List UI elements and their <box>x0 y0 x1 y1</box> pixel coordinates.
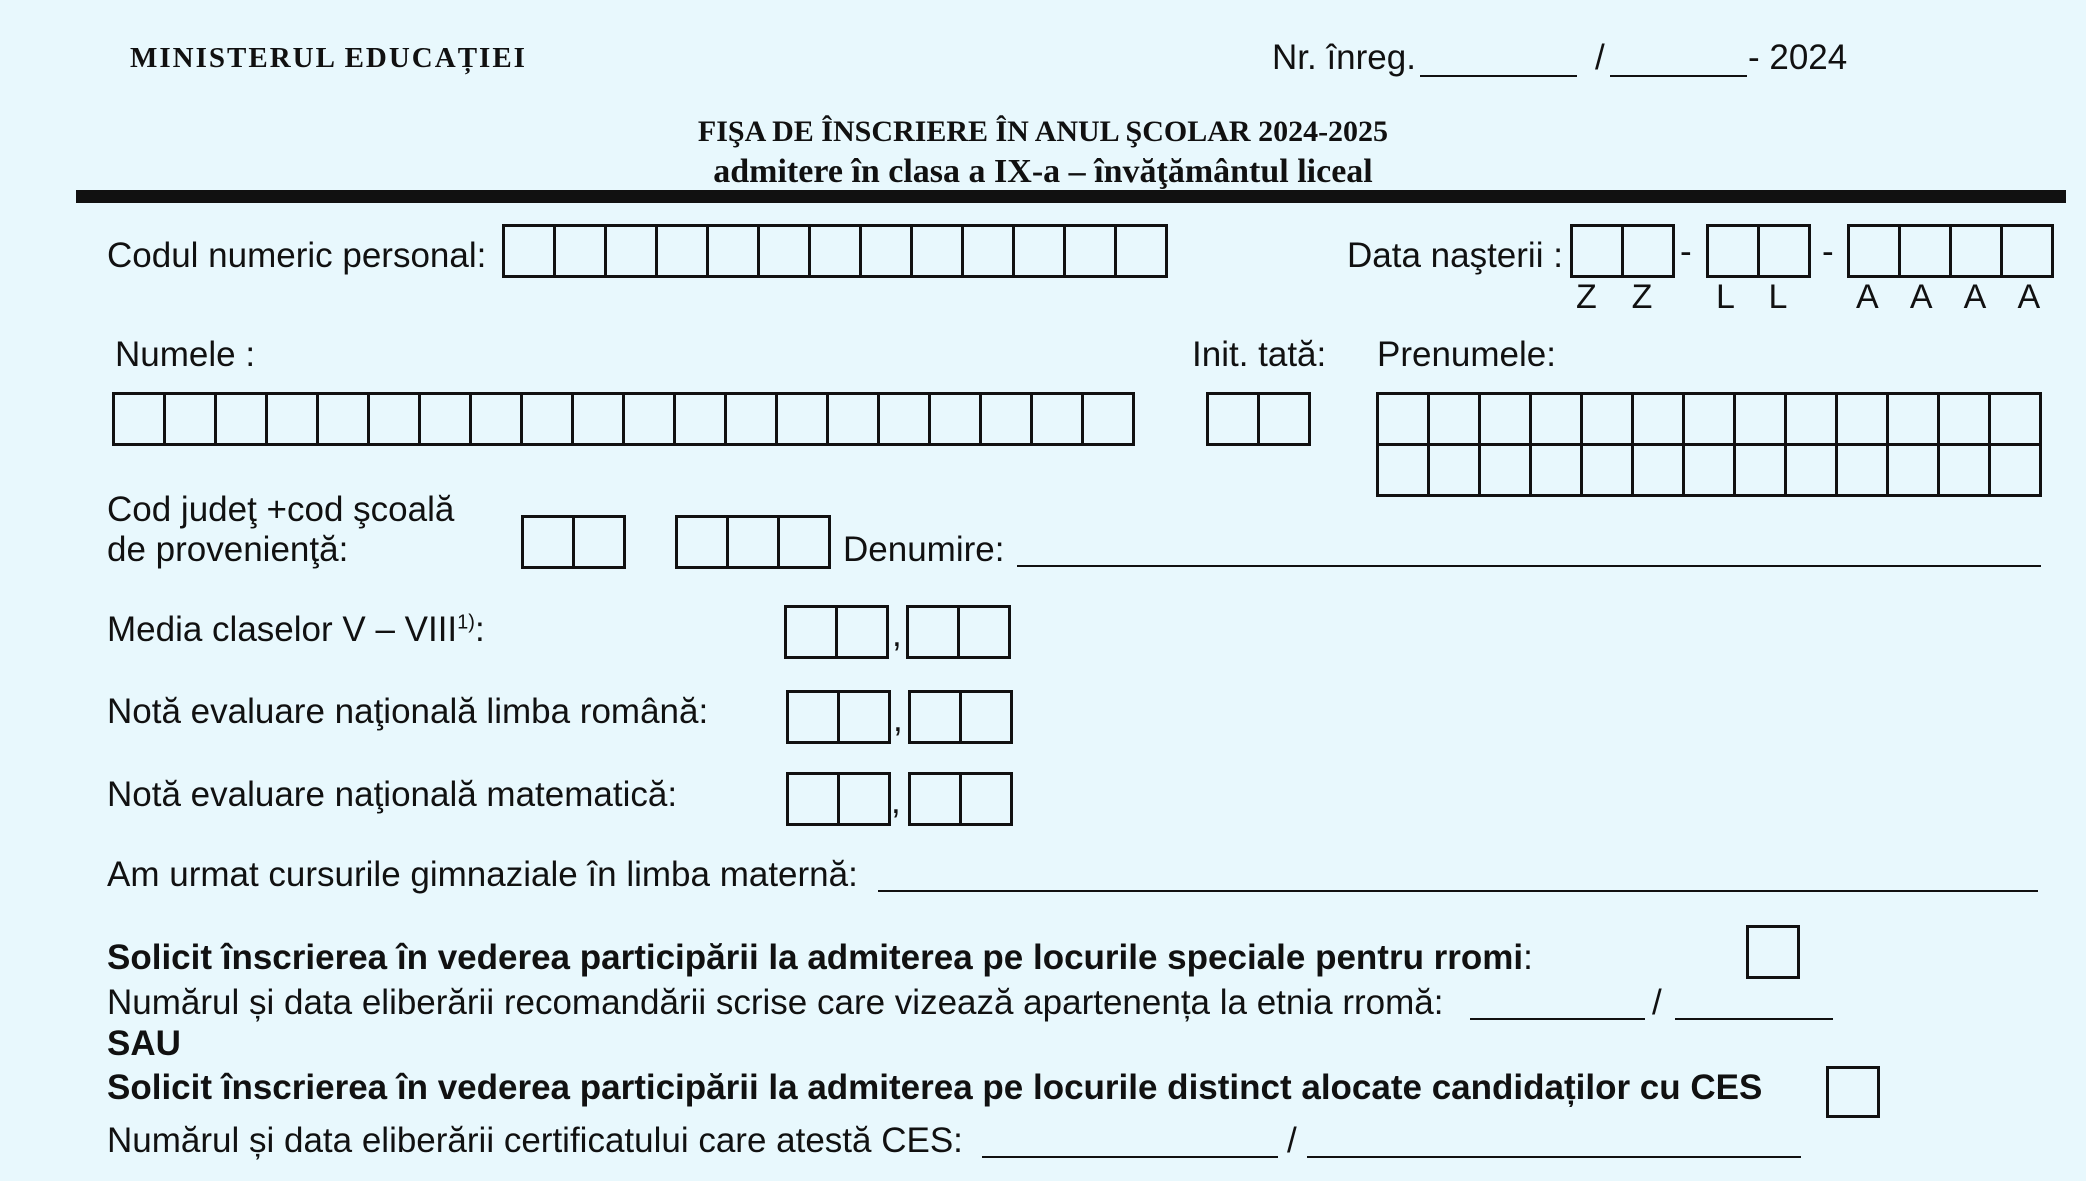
firstname-label: Prenumele: <box>1377 335 1556 374</box>
firstname-box[interactable] <box>1631 392 1685 446</box>
firstname-boxes-row-1[interactable] <box>1376 392 2042 446</box>
average-footnote-mark: 1) <box>457 611 475 634</box>
romanian-decimal-separator: , <box>893 700 903 739</box>
birth-year-box[interactable] <box>2000 224 2054 278</box>
firstname-box[interactable] <box>1580 392 1634 446</box>
cnp-box[interactable] <box>604 224 658 278</box>
romanian-digit-box[interactable] <box>908 690 962 744</box>
mother-tongue-field[interactable] <box>878 890 2038 892</box>
ces-certificate-label: Numărul și data eliberării certificatului care atestă CES: <box>107 1121 963 1160</box>
school-code-box[interactable] <box>726 515 780 569</box>
cnp-box[interactable] <box>1114 224 1168 278</box>
registration-year: - 2024 <box>1748 38 1848 77</box>
surname-box[interactable] <box>877 392 931 446</box>
average-label <box>107 610 485 650</box>
firstname-box[interactable] <box>1529 392 1583 446</box>
firstname-boxes-row-2[interactable] <box>1376 443 2042 497</box>
birth-year-box[interactable] <box>1847 224 1901 278</box>
birth-day-box[interactable] <box>1570 224 1624 278</box>
surname-box[interactable] <box>112 392 166 446</box>
romanian-grade-label: Notă evaluare naţională limba română: <box>107 692 709 731</box>
registration-number-field[interactable] <box>1420 75 1577 77</box>
ces-checkbox-box[interactable] <box>1826 1066 1880 1118</box>
cnp-box[interactable] <box>502 224 556 278</box>
birth-day-hint: Z Z <box>1576 278 1653 316</box>
birth-year-box[interactable] <box>1949 224 2003 278</box>
firstname-box[interactable] <box>1376 443 1430 497</box>
firstname-box[interactable] <box>1733 443 1787 497</box>
ces-slash: / <box>1287 1121 1297 1160</box>
rroma-request-colon: : <box>1523 938 1533 977</box>
average-digit-box[interactable] <box>784 605 838 659</box>
surname-box[interactable] <box>520 392 574 446</box>
rroma-recommendation-number-field[interactable] <box>1470 1018 1645 1020</box>
firstname-box[interactable] <box>1376 392 1430 446</box>
county-code-boxes[interactable] <box>521 515 626 569</box>
surname-box[interactable] <box>1081 392 1135 446</box>
surname-box[interactable] <box>367 392 421 446</box>
surname-boxes[interactable] <box>112 392 1135 446</box>
birth-day-boxes[interactable] <box>1570 224 1675 278</box>
math-digit-box[interactable] <box>959 772 1013 826</box>
surname-box[interactable] <box>775 392 829 446</box>
romanian-decimal-boxes[interactable] <box>908 690 1013 744</box>
rroma-request-text: Solicit înscrierea în vederea participării la admiterea pe locurile speciale pentru rromi <box>107 938 1524 977</box>
school-name-field[interactable] <box>1017 565 2041 567</box>
average-integer-boxes[interactable] <box>784 605 889 659</box>
firstname-box[interactable] <box>1427 443 1481 497</box>
surname-box[interactable] <box>928 392 982 446</box>
surname-label: Numele : <box>115 335 256 374</box>
surname-box[interactable] <box>418 392 472 446</box>
average-digit-box[interactable] <box>906 605 960 659</box>
firstname-box[interactable] <box>1835 443 1889 497</box>
firstname-box[interactable] <box>1937 443 1991 497</box>
rroma-checkbox[interactable] <box>1746 925 1800 979</box>
father-initial-box[interactable] <box>1257 392 1311 446</box>
registration-slash: / <box>1595 38 1605 77</box>
birth-month-box[interactable] <box>1706 224 1760 278</box>
birth-day-box[interactable] <box>1621 224 1675 278</box>
birth-year-box[interactable] <box>1898 224 1952 278</box>
rroma-slash: / <box>1652 983 1662 1022</box>
surname-box[interactable] <box>826 392 880 446</box>
firstname-box[interactable] <box>1988 443 2042 497</box>
birth-date-label: Data naşterii : <box>1347 236 1563 275</box>
firstname-box[interactable] <box>1784 392 1838 446</box>
cnp-box[interactable] <box>808 224 862 278</box>
father-initial-boxes[interactable] <box>1206 392 1311 446</box>
firstname-box[interactable] <box>1886 392 1940 446</box>
cnp-label: Codul numeric personal: <box>107 236 487 275</box>
firstname-box[interactable] <box>1835 392 1889 446</box>
firstname-box[interactable] <box>1427 392 1481 446</box>
surname-box[interactable] <box>571 392 625 446</box>
cnp-box[interactable] <box>910 224 964 278</box>
cnp-box[interactable] <box>655 224 709 278</box>
school-code-box[interactable] <box>777 515 831 569</box>
surname-box[interactable] <box>214 392 268 446</box>
county-code-box[interactable] <box>521 515 575 569</box>
surname-box[interactable] <box>265 392 319 446</box>
birth-month-boxes[interactable] <box>1706 224 1811 278</box>
form-title: FIŞA DE ÎNSCRIERE ÎN ANUL ŞCOLAR 2024-2025 <box>697 115 1389 148</box>
firstname-box[interactable] <box>1988 392 2042 446</box>
average-label-colon: : <box>474 610 485 649</box>
rroma-request <box>107 938 1533 978</box>
firstname-box[interactable] <box>1529 443 1583 497</box>
surname-box[interactable] <box>724 392 778 446</box>
surname-box[interactable] <box>673 392 727 446</box>
school-code-box[interactable] <box>675 515 729 569</box>
firstname-box[interactable] <box>1580 443 1634 497</box>
cnp-box[interactable] <box>1012 224 1066 278</box>
ministry-name: MINISTERUL EDUCAȚIEI <box>130 42 527 74</box>
firstname-box[interactable] <box>1478 443 1532 497</box>
header-rule <box>76 190 2066 203</box>
registration-label: Nr. înreg. <box>1272 38 1416 77</box>
cnp-box[interactable] <box>961 224 1015 278</box>
school-name-label: Denumire: <box>843 530 1005 569</box>
cnp-box[interactable] <box>706 224 760 278</box>
firstname-box[interactable] <box>1631 443 1685 497</box>
surname-box[interactable] <box>316 392 370 446</box>
birth-year-hint: A A A A <box>1856 278 2041 316</box>
firstname-box[interactable] <box>1886 443 1940 497</box>
firstname-box[interactable] <box>1733 392 1787 446</box>
math-integer-boxes[interactable] <box>786 772 891 826</box>
surname-box[interactable] <box>163 392 217 446</box>
school-code-boxes[interactable] <box>675 515 831 569</box>
ces-certificate-date-field[interactable] <box>1307 1156 1801 1158</box>
average-decimal-boxes[interactable] <box>906 605 1011 659</box>
firstname-box[interactable] <box>1784 443 1838 497</box>
firstname-box[interactable] <box>1937 392 1991 446</box>
romanian-digit-box[interactable] <box>959 690 1013 744</box>
ces-checkbox[interactable] <box>1826 1066 1880 1118</box>
registration-date-field[interactable] <box>1610 75 1747 77</box>
school-code-label-line-2: de provenienţă: <box>107 530 349 569</box>
rroma-recommendation-date-field[interactable] <box>1675 1018 1833 1020</box>
birth-month-hint: L L <box>1716 278 1788 316</box>
surname-box[interactable] <box>1030 392 1084 446</box>
form-subtitle: admitere în clasa a IX-a – învăţământul liceal <box>713 153 1373 190</box>
average-digit-box[interactable] <box>957 605 1011 659</box>
ces-request: Solicit înscrierea în vederea participării la admiterea pe locurile distinct alocate candidaților cu CES <box>107 1068 1763 1107</box>
father-initial-box[interactable] <box>1206 392 1260 446</box>
average-decimal-separator: , <box>892 615 902 654</box>
math-digit-box[interactable] <box>837 772 891 826</box>
romanian-digit-box[interactable] <box>837 690 891 744</box>
county-code-box[interactable] <box>572 515 626 569</box>
cnp-boxes[interactable] <box>502 224 1168 278</box>
romanian-integer-boxes[interactable] <box>786 690 891 744</box>
math-digit-box[interactable] <box>908 772 962 826</box>
birth-month-box[interactable] <box>1757 224 1811 278</box>
cnp-box[interactable] <box>553 224 607 278</box>
birth-separator: - <box>1680 232 1692 271</box>
cnp-box[interactable] <box>757 224 811 278</box>
rroma-recommendation-label: Numărul și data eliberării recomandării scrise care vizează apartenența la etnia rromă: <box>107 983 1444 1022</box>
mother-tongue-label: Am urmat cursurile gimnaziale în limba maternă: <box>107 855 858 894</box>
father-initial-label: Init. tată: <box>1192 335 1327 374</box>
math-grade-label: Notă evaluare naţională matematică: <box>107 775 678 814</box>
ces-certificate-number-field[interactable] <box>982 1156 1278 1158</box>
average-label-text: Media claselor V – VIII <box>107 610 458 649</box>
rroma-checkbox-box[interactable] <box>1746 925 1800 979</box>
cnp-box[interactable] <box>859 224 913 278</box>
math-decimal-boxes[interactable] <box>908 772 1013 826</box>
firstname-box[interactable] <box>1682 392 1736 446</box>
surname-box[interactable] <box>469 392 523 446</box>
average-digit-box[interactable] <box>835 605 889 659</box>
romanian-digit-box[interactable] <box>786 690 840 744</box>
surname-box[interactable] <box>979 392 1033 446</box>
firstname-box[interactable] <box>1682 443 1736 497</box>
math-decimal-separator: , <box>891 782 901 821</box>
math-digit-box[interactable] <box>786 772 840 826</box>
or-separator: SAU <box>107 1024 181 1063</box>
birth-separator: - <box>1822 232 1834 271</box>
school-code-label-line-1: Cod judeţ +cod şcoală <box>107 490 455 529</box>
cnp-box[interactable] <box>1063 224 1117 278</box>
surname-box[interactable] <box>622 392 676 446</box>
birth-year-boxes[interactable] <box>1847 224 2054 278</box>
firstname-box[interactable] <box>1478 392 1532 446</box>
